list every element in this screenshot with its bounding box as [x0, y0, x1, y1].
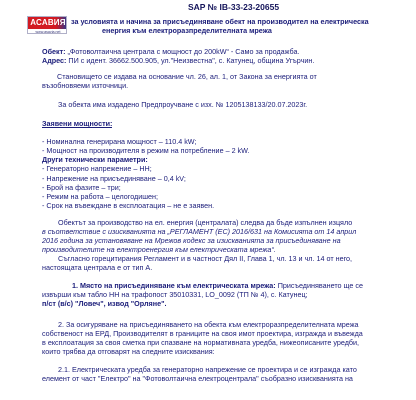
section-2-line-4: които трябва да отговарят на следните изисквания:: [42, 347, 215, 356]
section-1-line-1: [72, 281, 363, 290]
section-2-1-line-2: елемент от част "Електро" на "Фотоволтаична електроцентрала" съобразно изискванията на: [42, 374, 353, 383]
section-1-line-2: извърши към табло НН на трафопост 35010331, LO_0092 (ТП № 4), с. Катунец;: [42, 290, 308, 299]
company-logo: [27, 16, 67, 34]
param-2: - Напрежение на присъединяване – 0,4 kV;: [42, 174, 186, 183]
document-number: SAP № IB-33-23-20655: [188, 2, 280, 12]
paragraph-3-line-2: в съответствие с изискванията на „РЕГЛАМЕНТ (ЕС) 2016/631 на Комисията от 14 април: [42, 227, 357, 236]
power-item-1: - Номинална генерирана мощност – 110.4 kW;: [42, 137, 197, 146]
param-5: - Срок на въвеждане в експлоатация – не е заявен.: [42, 201, 215, 210]
other-params-title: Други технически параметри:: [42, 155, 148, 164]
paragraph-1-line-1: Становището се издава на основание чл. 26, ал. 1, от Закона за енергията от: [57, 72, 317, 81]
param-1: - Генераторно напрежение – НН;: [42, 164, 152, 173]
paragraph-3-line-4: производителите на електроенергия към електрическата мрежа“.: [42, 245, 276, 254]
address-value: ПИ с идент. 36662.500.905, ул."Неизвестна", с. Катунец, община Угърчин.: [66, 56, 315, 65]
section-1-line-3: п/ст (в/с) "Ловеч", извод "Орляне".: [42, 299, 167, 308]
paragraph-3-line-5: Съгласно горецитирания Регламент и в частност Дял II, Глава 1, чл. 13 и чл. 14 от него,: [58, 254, 353, 263]
paragraph-2: За обекта има издадено Предпроучване с изх. № 1205138133/20.07.2023г.: [58, 100, 308, 109]
param-4: - Режим на работа – целогодишен;: [42, 192, 158, 201]
section-2-line-2: собственост на ЕРД, Производителят в границите на своя имот проектира, изгражда и въвежда: [42, 329, 363, 338]
logo-site: www.asavia.net: [35, 30, 61, 34]
paragraph-3-line-6: настоящата централа е от тип А.: [42, 263, 153, 272]
address-label: Адрес:: [42, 56, 67, 65]
section-2-line-3: в експлоатация за своя сметка при спазване на нормативната уредба, нижеописаните уредби,: [42, 338, 360, 347]
paragraph-1-line-2: възобновяеми източници.: [42, 81, 129, 90]
section-1-text: Присъединяването ще се: [275, 281, 363, 290]
object-label: Обект:: [42, 47, 66, 56]
section-1-title: 1. Място на присъединяване към електрическата мрежа:: [72, 281, 276, 290]
heading-line-2: енергия към електроразпределителната мрежа: [102, 26, 272, 35]
section-2-line-1: 2. За осигуряване на присъединяването на обекта към електроразпределителната мрежа: [58, 320, 359, 329]
logo-brand: АСАВИЯ: [28, 17, 67, 29]
param-3: - Брой на фазите – три;: [42, 183, 121, 192]
requested-power-title: Заявени мощности:: [42, 119, 113, 128]
section-2-1-line-1: 2.1. Електрическата уредба за генераторно напрежение се проектира и се изгражда като: [58, 365, 357, 374]
paragraph-3-line-1: Обектът за производство на ел. енергия (централата) следва да бъде изпълнен изцяло: [58, 218, 353, 227]
object-row: [42, 47, 300, 56]
paragraph-3-line-3: 2016 година за установяване на Мрежов кодекс за изискванията за присъединяване на: [42, 236, 341, 245]
object-value: „Фотоволтаична централа с мощност до 200kW“ - Само за продажба.: [65, 47, 300, 56]
power-item-2: - Мощност на производителя в режим на потребление – 2 kW.: [42, 146, 250, 155]
address-row: [42, 56, 314, 65]
heading-line-1: за условията и начина за присъединяване обект на производител на електрическа: [71, 17, 369, 26]
